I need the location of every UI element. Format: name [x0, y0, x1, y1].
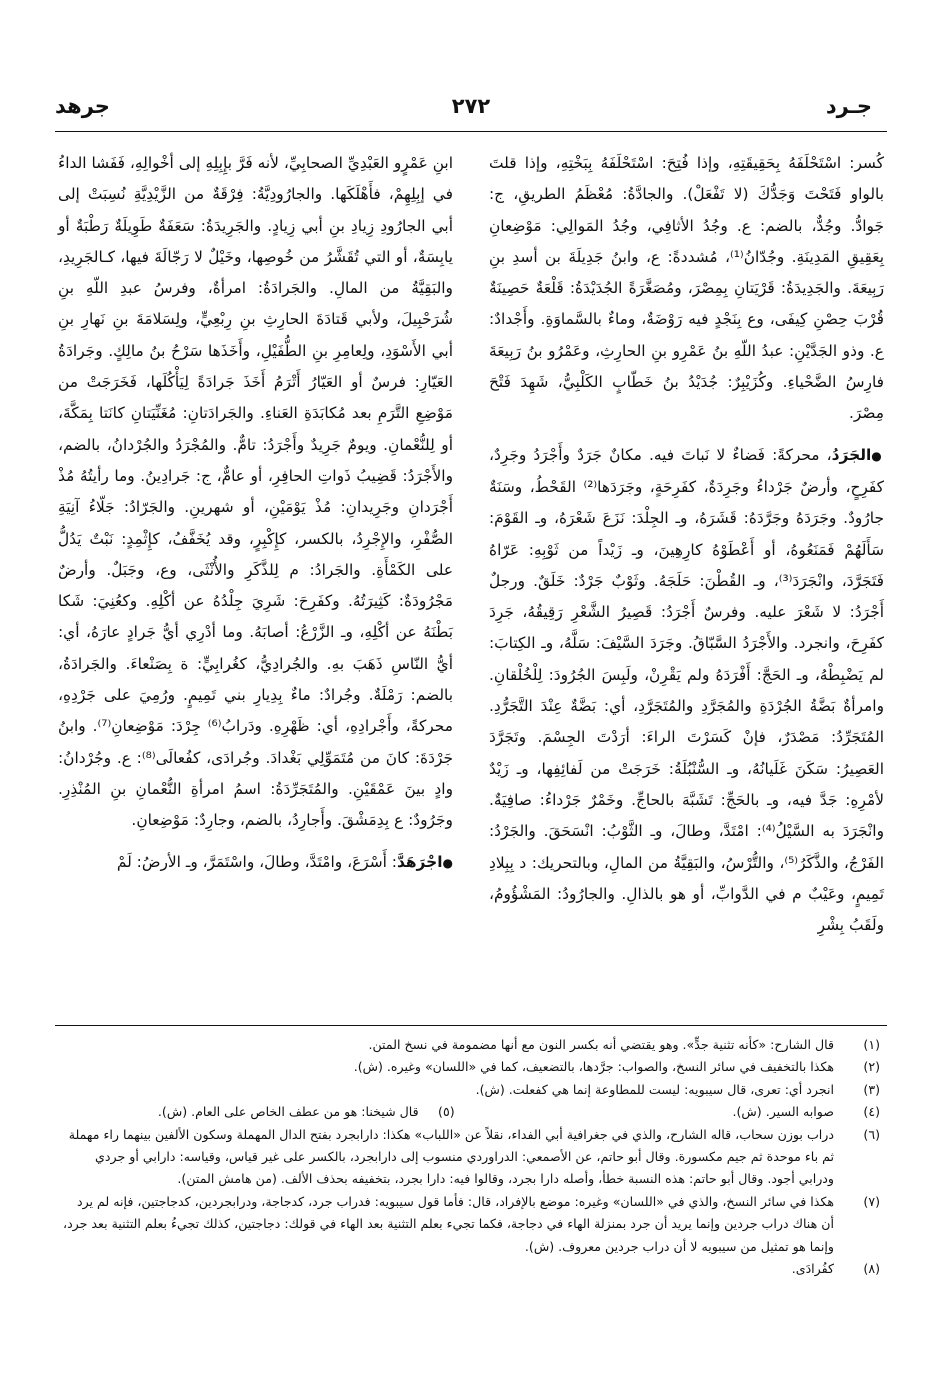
entry-headword: اجْرَهَدَّ	[397, 852, 443, 871]
paragraph: كُسر: اسْتَحْلَفَهُ بِحَقِيقَتِهِ، وإذا فُتِحَ: اسْتَحْلَفَهُ بِبَخْتِهِ، وإذا قلتَ بالواو فَتَحْتَ وَجَدُّكَ (لا تَفْعَلْ). والجادَّةُ: مُعْظَمُ الطريقِ، ج: جَوادُّ. وجُدٌّ، بالضم: ع. وجُدُ الأثافِي، وجُدُ المَوالِي: مَوْضِعانِ بِعَقِيقِ المَدِينَةِ. وجُدّانُ⁽¹⁾، مُشددةً: ع، وابنُ جَدِيلَةَ بن أسدِ بنِ رَبِيعَةَ. والجَدِيدَةُ: قَرْيَتانِ بِمِصْرَ، ومُصَغَّرَةً الجُدَيْدَةُ: قَلْعَةٌ حَصِينَةٌ قُرْبَ حِصْنِ كِيفَى، وع بِنَجْدٍ فيه رَوْضَةٌ، وماءٌ بالسَّماوَةِ. وأَجْدادٌ: ع. وذو الجَدَّيْنِ: عبدُ اللّهِ بنُ عَمْرِو بنِ الحارِثِ، وعَمْرُو بنُ رَبِيعَةَ فارِسُ الضَّحْياءِ. وكُزَيْبِرٌ: جُدَيْدُ بنُ خَطّابٍ الكَلْبِيُّ، شَهِدَ فَتْحَ مِصْرَ.	[489, 154, 885, 423]
footnote-text: دراب بوزن سحاب، قاله الشارح، والذي في جغرافية أبي الفداء، نقلاً عن «اللباب» هكذا: دارابجرد بفتح الدال المهملة وسكون الألفين بينهما راء مهملة ثم باء موحدة ثم جيم مكسورة. وقال أبو حاتم، عن الأصمعي: الدراوردي منسوب إلى دارابجرد، بالكسر على غير قياس، وقياسه: دارابي أو جردي ودرابي أجود. وقال أبو حاتم: هذه النسبة خطأ، وأصله دارا بجرد، وقالوا فيه: دارا بجرد، بتخفيفه بحذف الألف. (من هامش المتن).	[68, 1126, 834, 1187]
footnote-text: كفُرادَى.	[791, 1261, 834, 1277]
entry-bullet-icon: ●	[442, 855, 453, 870]
footnote-number: (١)	[863, 1037, 880, 1052]
entry-bullet-icon: ●	[871, 448, 884, 463]
footnote	[62, 1124, 880, 1191]
left-column	[58, 148, 453, 879]
footnote	[62, 1258, 880, 1280]
footnote	[62, 1079, 880, 1101]
footnote	[62, 1034, 880, 1056]
entry-body: ، محركةً: فَضاءٌ لا نَباتَ فيه. مكانٌ جَرَدٌ وأَجْرَدُ وجَرِدٌ، كفَرِحٍ، وأرضٌ جَرْداءُ وجَرِدَةٌ، كفَرِحَةٍ، وجَرَدَها⁽²⁾ القَحْطُ، وسَنَةٌ جارُودٌ. وجَرَدَهُ وجَرَّدَهُ: قَشَرَهُ، وـ الجِلْدَ: نَزَعَ شَعْرَهُ، وـ القَوْمَ: سَأَلَهُمْ فَمَنَعُوهُ، أو أَعْطَوْهُ كارِهِينَ، وـ زَيْداً من ثَوْبِهِ: عَرّاهُ فَتَجَرَّدَ، وانْجَرَدَ⁽³⁾، وـ القُطْنَ: حَلَجَهُ. وثَوْبٌ جَرْدٌ: خَلَقٌ. ورجلٌ أَجْرَدُ: لا شَعْرَ عليه. وفرسٌ أَجْرَدُ: قَصِيرُ الشَّعْرِ رَقِيقُهُ، جَرِدَ كفَرِحَ، وانجرد. والأَجْرَدُ السَّبّاقُ. وجَرَدَ السَّيْفَ: سَلَّهُ، وـ الكِتابَ: لم يَضْبِطْهُ، وـ الحَجَّ: أَفْرَدَهُ ولم يَقْرِنْ، ولَبِسَ الجُرُودَ: لِلْخُلْقانِ. وامرأةٌ بَضَّةُ الجُرْدَةِ والمُجَرَّدِ والمُتَجَرَّدِ، أي: بَضَّةٌ عِنْدَ التَّجَرُّدِ. المُتَجَرِّدُ: مَصْدَرٌ، فإنْ كَسَرْتَ الراءَ: أرَدْتَ الجِسْمَ. وتَجَرَّدَ العَصِيرُ: سَكَنَ غَلَيانُهُ، وـ السُّنْبُلَةُ: خَرَجَتْ من لَفائِفِها، وـ زَيْدٌ لأمْرِهِ: جَدَّ فيه، وـ بالحَجِّ: تَشَبَّهَ بالحاجِّ. وخَمْرٌ جَرْداءُ: صافِيَةٌ. وانْجَرَدَ به السَّيْلُ⁽⁴⁾: امْتَدَّ، وطالَ، وـ الثَّوْبُ: انْسَحَقَ. والجَرْدُ: الفَرْجُ، والذَّكَرُ⁽⁵⁾، والتُّرْسُ، والبَقِيَّةُ من المالِ، وبالتحريك: د بِبِلادِ تَمِيمٍ، وعَيْبٌ م في الدَّوابِّ، أو هو بالذالِ. والجارُودُ: المَشْؤُومُ، ولَقَبُ بِشْرِ	[489, 445, 884, 935]
header-last-word: جرهد	[55, 94, 110, 118]
footnote-number: (٥)	[438, 1104, 455, 1120]
dictionary-entry	[58, 847, 453, 879]
footnote-number: (٤)	[863, 1104, 880, 1120]
footnote-number: (٣)	[863, 1081, 880, 1097]
paragraph: ابنِ عَمْرٍو العَبْدِيِّ الصحابِيِّ، لأنه فَرَّ بإِبِلِهِ إلى أخْوالِهِ، فَفَشا الداءُ في إبِلِهِمْ، فأَهْلَكَها. والجارُودِيَّةُ: فِرْقَةٌ من الزَّيْدِيَّةِ نُسِبَتْ إلى أبي الجارُودِ زِيادِ بنِ أبي زِيادٍ. والجَرِيدَةُ: سَعَفَةٌ طَوِيلَةٌ رَطْبَةٌ أو يابِسَةٌ، أو التي تُقَشَّرُ من خُوصِها، وخَيْلٌ لا رَجّالَةَ فيها، كـالجَرِيدِ، والبَقِيَّةُ من المالِ. والجَرادَةُ: امرأةٌ، وفرسُ عبدِ اللّهِ بنِ شُرَحْبِيلَ، ولأبي قَتادَةَ الحارِثِ بنِ رِبْعِيٍّ، ولِسَلامَةَ بنِ نَهارِ بنِ أبي الأَسْوَدِ، ولِعامِرِ بنِ الطُّفَيْلِ، وأَخَذَها سَرْحُ بنُ مالِكٍ. وجَرادَةُ العَيّارِ: فرسٌ أو العَيّارُ أَتْرَمُ أَخَذَ جَرادَةً لِيَأْكُلَها، فَخَرَجَتْ من مَوْضِعِ التَّرَمِ بعد مُكابَدَةِ العَناءِ. والجَرادَتانِ: مُغَنِّيَتانِ كانَتا بِمَكَّةَ، أو لِلنُّعْمانِ. ويومٌ جَرِيدٌ وأَجْرَدُ: تامٌّ. والمُجْرَدُ والجُرْدانُ، بالضم، والأَجْرَدُ: قَضِيبُ ذَواتِ الحافِرِ، أو عامٌّ، ج: جَرادِينُ. وما رأيتُهُ مُذْ أَجْرَدانِ وجَرِيدانِ: مُذْ يَوْمَيْنِ، أو شهرينِ. والجَرّادُ: جَلّاءُ آنِيَةِ الصُّفْرِ، والإِجْرِدُ، بالكسر، كإِكْبِرٍ، وقد يُخَفَّفُ، كإِثْمِدٍ: نَبْتٌ يَدُلُّ على الكَمْأَةِ. والجَرادُ: م لِلذَّكَرِ والأُنْثَى، وع، وجَبَلٌ. وأرضٌ مَجْرُودَةٌ: كَثِيرَتُهُ. وكفَرِحَ: شَرِيَ جِلْدُهُ عن أكْلِهِ. وكعُنِيَ: شَكا بَطْنَهُ عن أكْلِهِ، وـ الزَّرْعُ: أصابَهُ. وما أدْرِي أيُّ جَرادٍ عارَهُ، أي: أيُّ النّاسِ ذَهَبَ بهِ. والجُرادِيُّ، كغُرابِيٍّ: ة بِصَنْعاءَ. والجَرادَةُ، بالضم: رَمْلَةٌ. وجُرادٌ: ماءٌ بِدِيارِ بني تَمِيمٍ. ورُمِيَ على جَرْدِهِ، محركةً، وأَجْرادِهِ، أي: ظَهْرِهِ. ودَرابُ⁽⁶⁾ جِرْدَ: مَوْضِعانِ⁽⁷⁾. وابنُ جَرْدَةَ: كانَ من مُتَمَوِّلِي بَغْدادَ. وجُرادَى، كفُعالَى⁽⁸⁾: ع. وجُرْدانُ: وادٍ بينَ عَمْقَيْنِ. والمُتَجَرِّدَةُ: اسمُ امرأةِ النُّعْمانِ بنِ المُنْذِرِ. وجَرُودٌ: ع بِدِمَشْقَ. وأَجارِدُ، بالضم، وجارِدٌ: مَوْضِعانِ.	[58, 154, 453, 830]
header-rule	[55, 131, 887, 132]
footnote	[471, 1101, 880, 1123]
dictionary-entry	[489, 440, 884, 942]
footnotes	[62, 1034, 880, 1280]
footnote-number: (٨)	[863, 1261, 880, 1277]
header-root-word: جـرد	[825, 94, 872, 118]
footnote-text: هكذا في سائر النسخ، والذي في «اللسان» وغيره: موضع بالإفراد، قال: فأما قول سيبويه: فدراب جرد، كدجاجة، ودرابجردين، كدجاجتين، فإنه لم يرد أن هناك دراب جردين وإنما يريد أن جرد بمنزلة الهاء في دجاجة، فكما تجيء بعلم التثنية بعد الهاء في قولك: دجاجتين، كذلك تجيءُ بعلم التثنية بعد جرد، وإنما هو تمثيل من سيبويه لا أن دراب جردين معروف. (ش).	[63, 1193, 834, 1254]
footnote-number: (٧)	[863, 1193, 880, 1209]
footnote-number: (٢)	[863, 1059, 880, 1075]
footnote-text: صوابه السير. (ش).	[732, 1104, 834, 1120]
footnote-text: انجرد أي: تعرى، قال سيبويه: ليست للمطاوعة إنما هي كفعلت. (ش).	[475, 1081, 834, 1097]
footnote	[62, 1101, 455, 1123]
footnote-number: (٦)	[863, 1126, 880, 1142]
entry-body: : أَسْرَعَ، وامْتَدَّ، وطالَ، واسْتَمَرَّ، وـ الأرضُ: لَمْ	[116, 852, 397, 871]
footnotes-rule	[55, 1025, 887, 1026]
page-number: ٢٧٢	[451, 94, 491, 118]
footnote-text: قال شيخنا: هو من عطف الخاص على العام. (ش).	[157, 1104, 419, 1120]
footnote	[62, 1191, 880, 1258]
footnote	[62, 1056, 880, 1078]
footnote-pair	[62, 1101, 880, 1123]
footnote-text: قال الشارح: «كأنه تثنية جدٍّ». وهو يقتضي أنه بكسر النون مع أنها مضمومة في نسخ المتن.	[368, 1037, 834, 1052]
entry-headword: الجَرَدُ	[831, 445, 872, 464]
right-column	[489, 148, 884, 941]
footnote-text: هكذا بالتخفيف في سائر النسخ، والصواب: جرَّدها، بالتضعيف، كما في «اللسان» وغيره. (ش).	[353, 1059, 834, 1075]
